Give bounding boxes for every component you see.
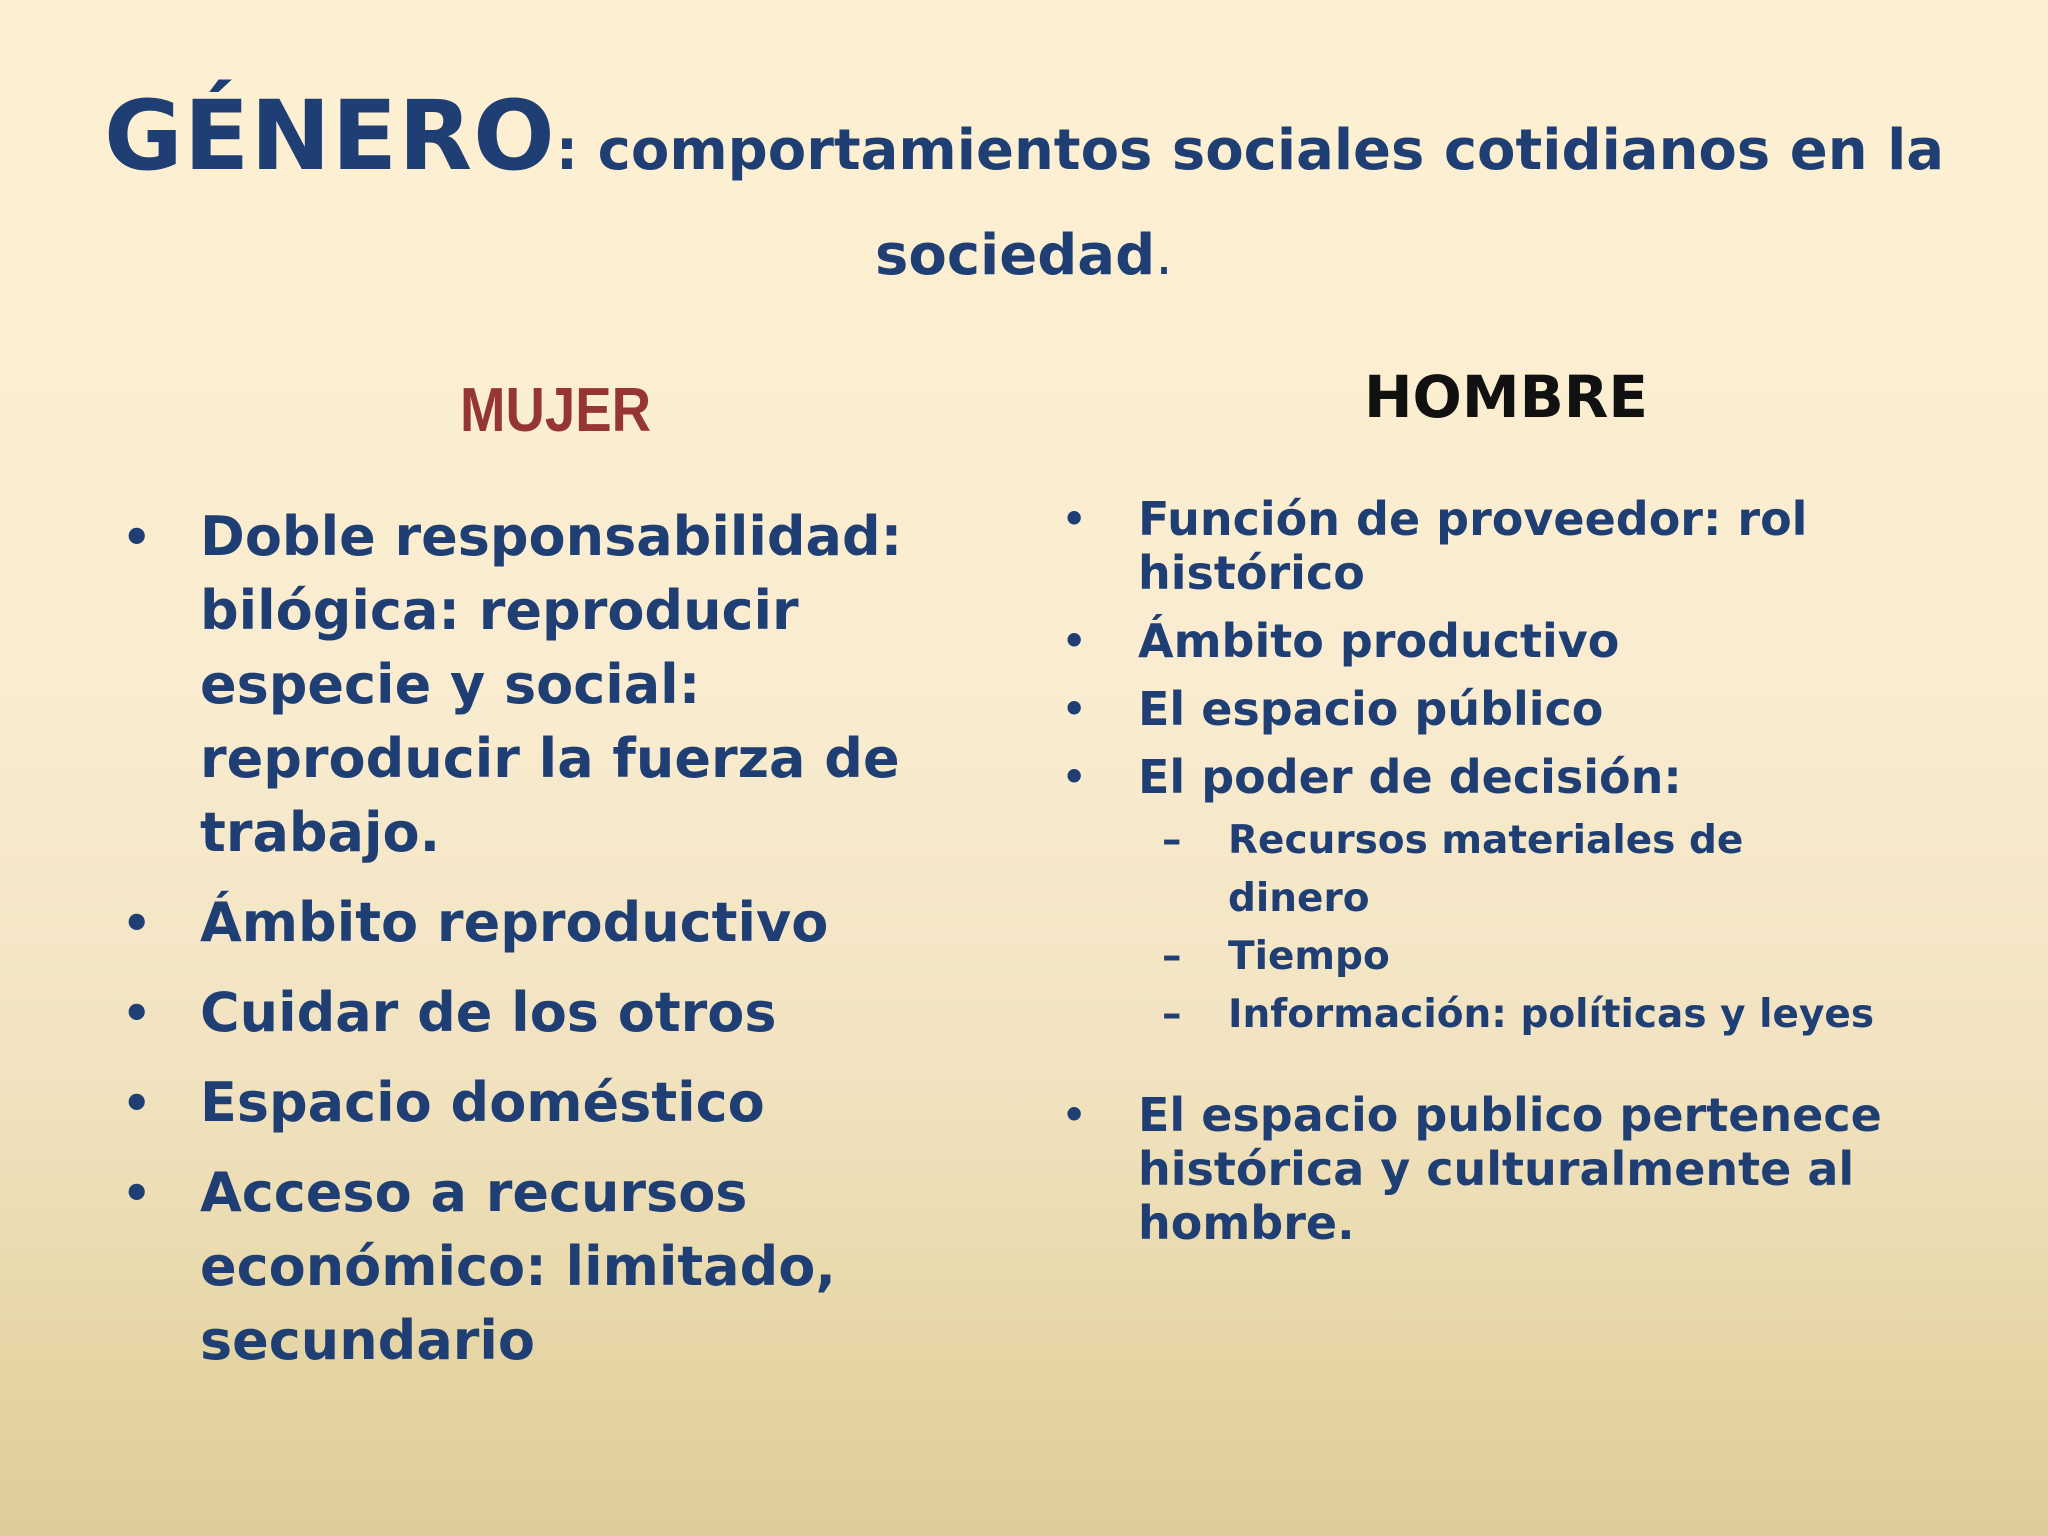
list-item bbox=[122, 500, 1000, 870]
sub-list-item-text: Recursos materiales de dinero bbox=[1228, 818, 1744, 921]
bullet-icon: • bbox=[1062, 687, 1087, 731]
dash-icon: – bbox=[1162, 934, 1182, 979]
list-item-text: Función de proveedor: rol histórico bbox=[1138, 492, 1808, 600]
sub-list-item-text: Tiempo bbox=[1228, 934, 1390, 979]
bullet-icon: • bbox=[122, 510, 152, 564]
list-item-text: Cuidar de los otros bbox=[200, 981, 777, 1044]
list-item-text: Acceso a recursos económico: limitado, secundario bbox=[200, 1161, 836, 1372]
bullet-icon: • bbox=[122, 986, 152, 1040]
slide-title bbox=[100, 80, 1948, 315]
bullet-icon: • bbox=[1062, 619, 1087, 663]
title-rest: : comportamientos sociales cotidianos en la sociedad bbox=[555, 118, 1945, 288]
list-item-text: El poder de decisión: bbox=[1138, 750, 1682, 804]
list-item bbox=[122, 1066, 1000, 1140]
list-item bbox=[122, 976, 1000, 1050]
list-item bbox=[1062, 614, 1898, 668]
bullet-icon: • bbox=[122, 1076, 152, 1130]
bullet-icon: • bbox=[1062, 755, 1087, 799]
sub-list-item bbox=[1162, 928, 1898, 986]
mujer-heading: MUJER bbox=[460, 376, 651, 445]
list-item bbox=[122, 1156, 1000, 1378]
dash-icon: – bbox=[1162, 818, 1182, 863]
list-item-text: Espacio doméstico bbox=[200, 1071, 765, 1134]
bullet-icon: • bbox=[122, 1166, 152, 1220]
list-item-text: Ámbito reproductivo bbox=[200, 891, 829, 954]
dash-icon: – bbox=[1162, 992, 1182, 1037]
bullet-icon: • bbox=[1062, 497, 1087, 541]
title-period: . bbox=[1155, 223, 1173, 288]
list-item bbox=[122, 886, 1000, 960]
list-item bbox=[1062, 1088, 1898, 1250]
bullet-icon: • bbox=[1062, 1093, 1087, 1137]
title-main: GÉNERO bbox=[103, 80, 556, 192]
list-item bbox=[1062, 682, 1898, 736]
hombre-list bbox=[1062, 492, 1898, 1264]
list-item bbox=[1062, 750, 1898, 1044]
sub-list-item bbox=[1162, 986, 1898, 1044]
sub-list-item bbox=[1162, 812, 1898, 928]
list-item-text: El espacio público bbox=[1138, 682, 1604, 736]
list-item-text: Doble responsabilidad: bilógica: reproducir especie y social: reproducir la fuerza de trabajo. bbox=[200, 505, 903, 864]
decision-sublist bbox=[1138, 812, 1898, 1044]
mujer-list bbox=[122, 500, 1000, 1394]
hombre-heading: HOMBRE bbox=[1364, 363, 1649, 431]
list-item-text: Ámbito productivo bbox=[1138, 614, 1620, 668]
list-item-text: El espacio publico pertenece histórica y culturalmente al hombre. bbox=[1138, 1088, 1882, 1250]
list-item bbox=[1062, 492, 1898, 600]
sub-list-item-text: Información: políticas y leyes bbox=[1228, 992, 1875, 1037]
bullet-icon: • bbox=[122, 896, 152, 950]
